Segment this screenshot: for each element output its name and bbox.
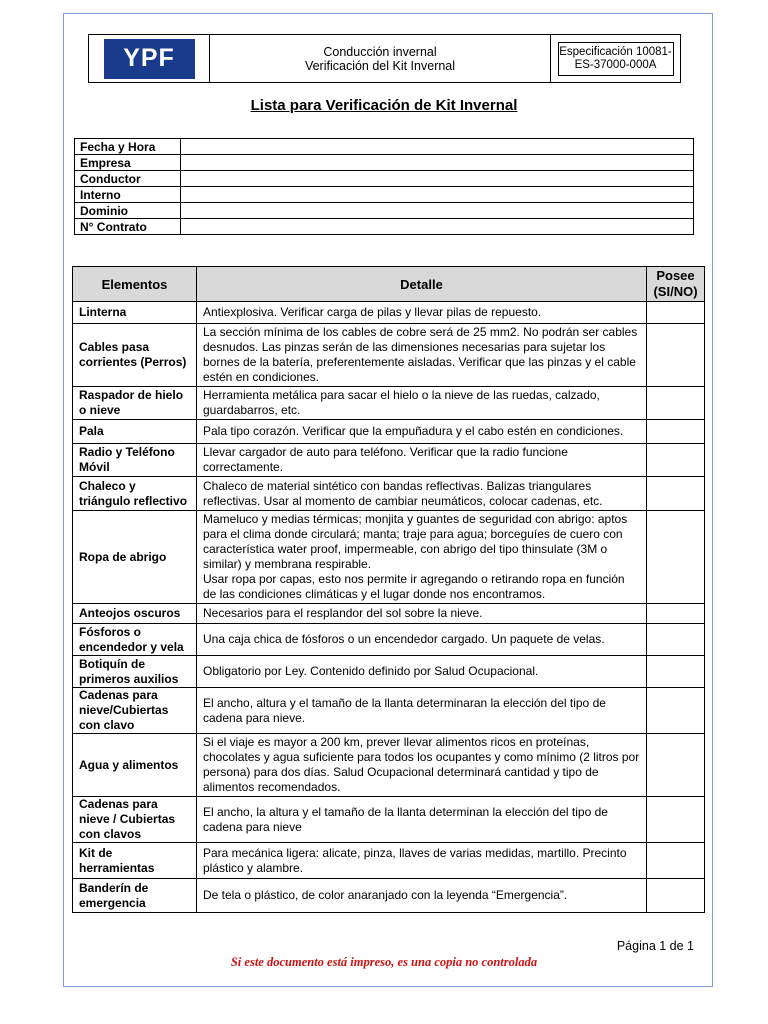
table-row: [73, 477, 705, 511]
footer-note: Si este documento está impreso, es una copia no controlada: [230, 955, 538, 969]
posee-cell[interactable]: [647, 420, 705, 444]
detail-cell: [197, 624, 647, 656]
detail-cell: [197, 420, 647, 444]
element-cell: Linterna: [73, 302, 197, 324]
info-row: [75, 203, 694, 219]
element-cell: Agua y alimentos: [73, 734, 197, 797]
detail-cell: [197, 444, 647, 477]
info-label: Fecha y Hora: [75, 139, 181, 155]
info-table: [74, 138, 694, 235]
detail-text: Mameluco y medias térmicas; monjita y guantes de seguridad con abrigo: aptos para el clima donde circulará; manta; traje para agua; borceguíes de cuero con característica water proof, impermeable, con abrigo del tipo thinsulate (3M o similar) y membrana respirable.: [203, 512, 628, 571]
table-row: [73, 511, 705, 604]
info-row: [75, 219, 694, 235]
detail-text: Llevar cargador de auto para teléfono. Verificar que la radio funcione correctamente.: [203, 445, 568, 474]
table-row: [73, 387, 705, 420]
detail-cell: [197, 656, 647, 688]
posee-cell[interactable]: [647, 444, 705, 477]
info-value-field[interactable]: [181, 203, 694, 219]
doc-title: Lista para Verificación de Kit Invernal: [250, 97, 518, 114]
element-cell: Pala: [73, 420, 197, 444]
element-cell: Botiquín de primeros auxilios: [73, 656, 197, 688]
spec-box: [558, 42, 674, 76]
detail-text: Antiexplosiva. Verificar carga de pilas y llevar pilas de repuesto.: [203, 305, 542, 319]
posee-cell[interactable]: [647, 324, 705, 387]
detail-cell: [197, 477, 647, 511]
detail-cell: [197, 843, 647, 879]
page-number: Página 1 de 1: [616, 939, 694, 953]
detail-cell: [197, 511, 647, 604]
posee-cell[interactable]: [647, 879, 705, 913]
logo-cell: [89, 35, 210, 82]
detail-cell: [197, 324, 647, 387]
element-cell: Cadenas para nieve / Cubiertas con clavos: [73, 797, 197, 843]
posee-cell[interactable]: [647, 843, 705, 879]
info-label: Interno: [75, 187, 181, 203]
posee-cell[interactable]: [647, 624, 705, 656]
table-row: [73, 604, 705, 624]
detail-cell: [197, 797, 647, 843]
detail-text: Necesarios para el resplandor del sol sobre la nieve.: [203, 606, 483, 620]
logo-mark: [112, 69, 114, 79]
element-cell: Kit de herramientas: [73, 843, 197, 879]
info-label: N° Contrato: [75, 219, 181, 235]
info-row: [75, 155, 694, 171]
document-header: [88, 34, 681, 83]
info-value-field[interactable]: [181, 139, 694, 155]
info-value-field[interactable]: [181, 187, 694, 203]
detail-cell: [197, 734, 647, 797]
detail-text: Chaleco de material sintético con bandas reflectivas. Balizas triangulares reflectivas. Usar al momento de cambiar neumáticos, colocar cadenas, etc.: [203, 478, 603, 508]
header-posee-line1: Posee: [656, 268, 695, 283]
element-cell: Ropa de abrigo: [73, 511, 197, 604]
detail-cell: [197, 604, 647, 624]
table-row: [73, 624, 705, 656]
posee-cell[interactable]: [647, 387, 705, 420]
info-label: Empresa: [75, 155, 181, 171]
table-row: [73, 688, 705, 734]
table-header-row: [73, 267, 705, 302]
table-row: [73, 843, 705, 879]
info-label: Dominio: [75, 203, 181, 219]
detail-text: Una caja chica de fósforos o un encendedor cargado. Un paquete de velas.: [203, 632, 605, 646]
header-posee-line2: (SI/NO): [653, 284, 698, 299]
detail-text: De tela o plástico, de color anaranjado con la leyenda “Emergencia”.: [203, 888, 568, 902]
element-cell: Radio y Teléfono Móvil: [73, 444, 197, 477]
table-row: [73, 324, 705, 387]
detail-text: Obligatorio por Ley. Contenido definido por Salud Ocupacional.: [203, 664, 539, 678]
detail-text: Herramienta metálica para sacar el hielo o la nieve de las ruedas, calzado, guardabarros, etc.: [203, 388, 600, 417]
header-posee: [647, 267, 705, 302]
table-row: [73, 734, 705, 797]
info-row: [75, 171, 694, 187]
detail-text: Para mecánica ligera: alicate, pinza, llaves de varias medidas, martillo. Precinto plástico y alambre.: [203, 845, 627, 875]
table-row: [73, 879, 705, 913]
detail-text-extra: Usar ropa por capas, esto nos permite ir agregando o retirando ropa en función de las condiciones climáticas y el lugar donde nos encontramos.: [203, 572, 625, 601]
detail-text: Si el viaje es mayor a 200 km, prever llevar alimentos ricos en proteínas, chocolates y agua suficiente para todos los ocupantes y como mínimo (2 litros por persona) para dos días. Salud Ocupacional determinará cantidad y tipo de alimentos recomendados.: [203, 735, 640, 794]
info-row: [75, 187, 694, 203]
detail-text: El ancho, altura y el tamaño de la llanta determinaran la elección del tipo de cadena para nieve.: [203, 695, 606, 725]
checklist-table: [72, 266, 705, 913]
header-title-line1: Conducción invernal: [323, 44, 437, 59]
element-cell: Raspador de hielo o nieve: [73, 387, 197, 420]
spec-line1: Especificación 10081-: [559, 45, 672, 58]
info-row: [75, 139, 694, 155]
header-title-line2: Verificación del Kit Invernal: [304, 58, 456, 73]
detail-cell: [197, 688, 647, 734]
table-row: [73, 797, 705, 843]
detail-cell: [197, 879, 647, 913]
element-cell: Chaleco y triángulo reflectivo: [73, 477, 197, 511]
element-cell: Cadenas para nieve/Cubiertas con clavo: [73, 688, 197, 734]
header-detalle: Detalle: [197, 267, 647, 302]
ypf-logo: YPF: [104, 39, 195, 79]
element-cell: Banderín de emergencia: [73, 879, 197, 913]
posee-cell[interactable]: [647, 302, 705, 324]
info-label: Conductor: [75, 171, 181, 187]
posee-cell[interactable]: [647, 477, 705, 511]
posee-cell[interactable]: [647, 511, 705, 604]
posee-cell[interactable]: [647, 734, 705, 797]
table-row: [73, 420, 705, 444]
detail-text: La sección mínima de los cables de cobre será de 25 mm2. No podrán ser cables desnudos. Las pinzas serán de las dimensiones necesarias para sujetar los bornes de la batería, preferentemente aisladas. Verificar que las pinzas y el cable estén en condiciones.: [203, 325, 638, 384]
posee-cell[interactable]: [647, 604, 705, 624]
detail-text: Pala tipo corazón. Verificar que la empuñadura y el cabo estén en condiciones.: [203, 424, 624, 438]
table-row: [73, 302, 705, 324]
posee-cell[interactable]: [647, 656, 705, 688]
detail-text: El ancho, la altura y el tamaño de la llanta determinan la elección del tipo de cadena para nieve: [203, 804, 608, 834]
info-value-field[interactable]: [181, 155, 694, 171]
detail-cell: [197, 387, 647, 420]
element-cell: Fósforos o encendedor y vela: [73, 624, 197, 656]
table-row: [73, 656, 705, 688]
posee-cell[interactable]: [647, 797, 705, 843]
posee-cell[interactable]: [647, 688, 705, 734]
header-elementos: Elementos: [73, 267, 197, 302]
header-title: [210, 35, 551, 82]
spec-line2: ES-37000-000A: [574, 58, 657, 71]
spec-cell: [551, 35, 680, 82]
info-value-field[interactable]: [181, 219, 694, 235]
detail-cell: [197, 302, 647, 324]
info-value-field[interactable]: [181, 171, 694, 187]
element-cell: Anteojos oscuros: [73, 604, 197, 624]
table-row: [73, 444, 705, 477]
element-cell: Cables pasa corrientes (Perros): [73, 324, 197, 387]
